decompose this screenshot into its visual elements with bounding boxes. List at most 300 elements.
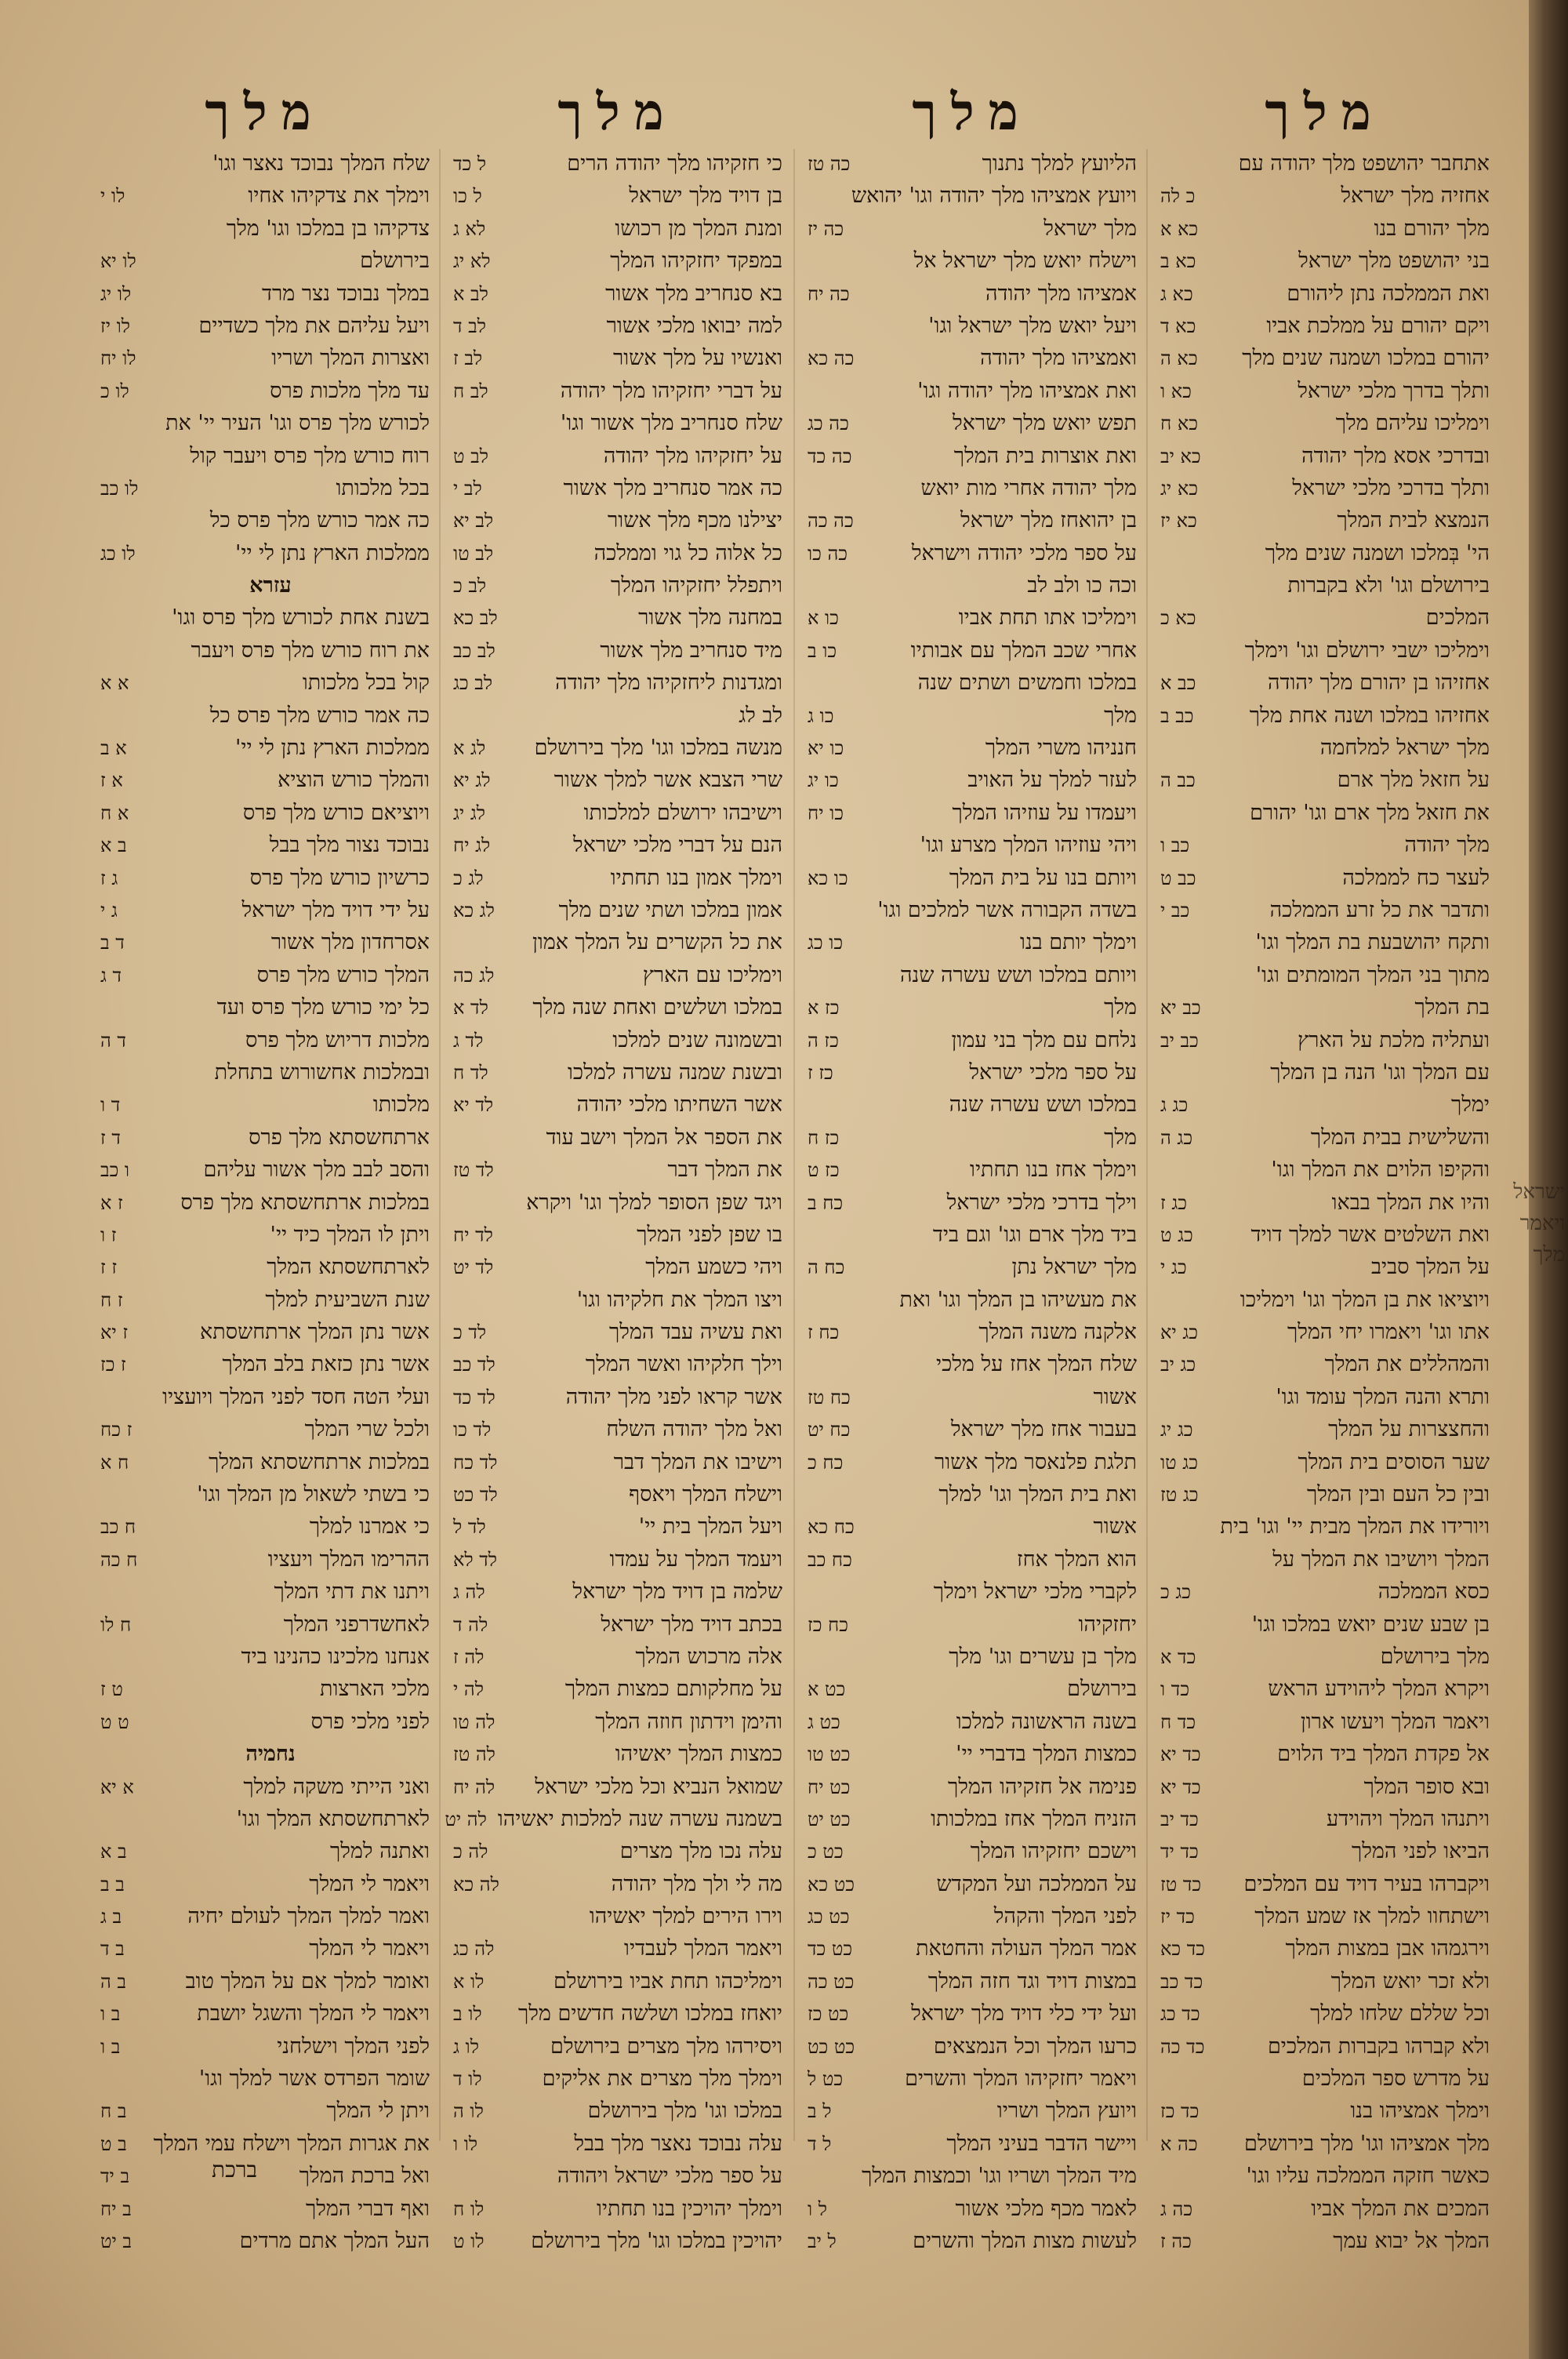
- concordance-entry: [100, 700, 430, 732]
- entry-text: עלה נבוכד נאצר מלך בבל: [574, 2131, 782, 2156]
- verse-reference: לה ג: [453, 1581, 485, 1604]
- entry-text: על דברי יחזקיהו מלך יהודה: [560, 378, 782, 403]
- verse-reference: כא ח: [1160, 413, 1198, 435]
- verse-reference: כא ו: [1160, 380, 1192, 402]
- verse-reference: ד ב: [100, 932, 125, 954]
- verse-reference: ל כו: [453, 185, 482, 208]
- concordance-entry: [445, 1803, 782, 1835]
- entry-text: בא סנחריב מלך אשור: [605, 281, 782, 306]
- entry-text: יהויכין במלכו וגו' מלך בירושלם: [531, 2229, 782, 2253]
- concordance-entry: [100, 245, 430, 277]
- entry-text: ויסירהו מלך מצרים בירושלם: [550, 2034, 782, 2059]
- verse-reference: כו יג: [808, 769, 839, 792]
- concordance-entry: [1160, 1121, 1490, 1154]
- entry-text: ויצו המלך את חלקיהו וגו': [576, 1287, 782, 1312]
- concordance-entry: [1160, 569, 1490, 602]
- concordance-entry: [808, 1024, 1137, 1056]
- concordance-entry: [808, 537, 1137, 569]
- concordance-entry: [1160, 1965, 1490, 1997]
- verse-reference: לג כה: [453, 964, 495, 987]
- concordance-entry: [100, 634, 430, 667]
- verse-reference: א ז: [100, 769, 123, 792]
- concordance-column-3: [445, 78, 782, 2253]
- entry-text: לב לג: [739, 703, 782, 728]
- verse-reference: לג יא: [453, 769, 491, 792]
- concordance-entry: [453, 667, 782, 699]
- verse-reference: כג טז: [1160, 1484, 1199, 1507]
- concordance-entry: [808, 991, 1137, 1023]
- entry-text: שרי הצבא אשר למלך אשור: [554, 768, 782, 793]
- concordance-entry: [1160, 700, 1490, 732]
- verse-reference: כב ו: [1160, 834, 1190, 857]
- concordance-entry: [100, 180, 430, 212]
- verse-reference: לו יג: [100, 282, 132, 305]
- entry-text: וימליכהו תחת אביו בירושלם: [553, 1968, 782, 1994]
- verse-reference: כט ג: [808, 1710, 840, 1733]
- entry-text: ולא זכר יואש המלך: [1330, 1968, 1490, 1994]
- concordance-entry: [1160, 797, 1490, 829]
- concordance-entry: [100, 2063, 430, 2095]
- verse-reference: כג טו: [1160, 1451, 1198, 1474]
- entry-text: וישיבו את המלך דבר: [613, 1449, 782, 1474]
- concordance-entry: [808, 894, 1137, 926]
- verse-reference: לד ל: [453, 1516, 486, 1539]
- concordance-entry: [808, 1608, 1137, 1641]
- entry-text: בשנה הראשונה למלכו: [956, 1709, 1137, 1734]
- entry-text: על המלך סביב: [1371, 1255, 1490, 1280]
- verse-reference: ד ג: [100, 964, 122, 987]
- concordance-entry: [100, 1121, 430, 1154]
- entry-text: מלכותו: [372, 1092, 430, 1118]
- concordance-entry: [453, 1219, 782, 1251]
- concordance-entry: [808, 1965, 1137, 1997]
- verse-reference: כט כג: [808, 1906, 850, 1928]
- concordance-entry: [453, 1900, 782, 1932]
- concordance-entry: [1160, 862, 1490, 894]
- verse-reference: לו י: [100, 185, 125, 208]
- verse-reference: לד לא: [453, 1548, 498, 1571]
- entry-text: מלך בן עשרים וגו' מלך: [949, 1644, 1137, 1669]
- entry-text: במלכו ושלשים ואחת שנה מלך: [532, 995, 782, 1020]
- verse-reference: לא יג: [453, 250, 491, 273]
- concordance-entry: [1160, 634, 1490, 667]
- verse-reference: ח כה: [100, 1548, 138, 1571]
- verse-reference: לה יט: [445, 1808, 487, 1830]
- entry-text: נחמיה: [245, 1742, 296, 1767]
- entry-text: ויגד שפן הסופר למלך וגו' ויקרא: [526, 1190, 782, 1215]
- verse-reference: לב כג: [453, 672, 493, 695]
- concordance-entry: [453, 310, 782, 342]
- verse-reference: כב א: [1160, 672, 1196, 695]
- concordance-entry: [453, 569, 782, 602]
- verse-reference: כט כט: [808, 2035, 855, 2058]
- entry-text: אל פקדת המלך ביד הלוים: [1277, 1742, 1490, 1767]
- entry-text: בעבור אחז מלך ישראל: [950, 1417, 1137, 1442]
- verse-reference: לה יח: [453, 1776, 495, 1798]
- verse-reference: כב ב: [1160, 704, 1194, 727]
- entry-text: ואת אוצרות בית המלך: [953, 443, 1137, 468]
- entry-text: הי' בְּמלכו ושמנה שנים מלך: [1265, 540, 1490, 565]
- column-header: מלך: [205, 83, 325, 142]
- concordance-entry: [1160, 1576, 1490, 1608]
- verse-reference: כד יא: [1160, 1776, 1201, 1798]
- entry-text: מלך: [1104, 1125, 1137, 1150]
- concordance-entry: [100, 2225, 430, 2257]
- entry-text: כי בשתי לשאול מן המלך וגו': [197, 1482, 430, 1507]
- concordance-entry: [1160, 1187, 1490, 1219]
- verse-reference: א ח: [100, 801, 129, 824]
- concordance-entry: [453, 764, 782, 796]
- concordance-entry: [453, 213, 782, 245]
- entry-text: לכורש מלך פרס וגו' העיר יי' את: [165, 411, 430, 436]
- entry-text: שלח סנחריב מלך אשור וגו': [560, 411, 782, 436]
- entry-list: [445, 147, 782, 2253]
- column-divider: [793, 149, 795, 2141]
- concordance-entry: [808, 1187, 1137, 1219]
- entry-text: יהורם במלכו ושמנה שנים מלך: [1242, 346, 1490, 371]
- verse-reference: כח כ: [808, 1451, 844, 1474]
- concordance-entry: [808, 245, 1137, 277]
- entry-text: את הספר אל המלך וישב עוד: [546, 1125, 782, 1150]
- concordance-entry: [808, 2128, 1137, 2160]
- concordance-entry: [808, 1835, 1137, 1867]
- column-divider: [1146, 149, 1148, 2141]
- entry-list: [1160, 147, 1490, 2253]
- entry-text: במלכו ושש עשרה שנה: [949, 1092, 1137, 1118]
- entry-text: ויוציאו את בן המלך וגו' וימליכו: [1240, 1287, 1490, 1312]
- entry-text: מלך יהודה: [1404, 833, 1490, 858]
- concordance-entry: [453, 1478, 782, 1510]
- entry-text: יצילנו מכף מלך אשור: [608, 508, 782, 533]
- verse-reference: ב ב: [100, 1873, 125, 1896]
- entry-text: ואל ברכת המלך: [299, 2164, 430, 2189]
- verse-reference: כט יט: [808, 1808, 851, 1830]
- concordance-entry: [453, 1706, 782, 1738]
- verse-reference: לה ז: [453, 1645, 485, 1668]
- entry-text: ממלכות הארץ נתן לי יי': [234, 736, 430, 761]
- concordance-entry: [808, 959, 1137, 991]
- entry-text: מלך ישראל נתן: [1011, 1255, 1137, 1280]
- concordance-entry: [808, 1673, 1137, 1705]
- verse-reference: לו ט: [453, 2230, 485, 2252]
- entry-text: ותקח יהושבעת בת המלך וגו': [1255, 930, 1490, 955]
- concordance-entry: [1160, 732, 1490, 764]
- entry-text: הזניח המלך אחז במלכותו: [931, 1806, 1137, 1831]
- entry-text: ויעל יואש מלך ישראל וגו': [928, 313, 1137, 338]
- concordance-entry: [1160, 2193, 1490, 2225]
- concordance-entry: [1160, 278, 1490, 310]
- verse-reference: ט ז: [100, 1678, 123, 1701]
- concordance-entry: [1160, 1446, 1490, 1478]
- concordance-entry: [100, 2128, 430, 2160]
- verse-reference: לו כג: [100, 542, 136, 565]
- concordance-entry: [1160, 1056, 1490, 1089]
- verse-reference: לד יט: [453, 1256, 494, 1279]
- verse-reference: לו יח: [100, 347, 136, 370]
- entry-text: המלך אל יבוא עמך: [1333, 2229, 1490, 2253]
- concordance-entry: [100, 2193, 430, 2225]
- verse-reference: כד כז: [1160, 2100, 1200, 2123]
- entry-text: ואני הייתי משקה למלך: [243, 1774, 430, 1799]
- entry-text: ומגדנות ליחזקיהו מלך יהודה: [555, 671, 782, 696]
- verse-reference: ד ז: [100, 1126, 121, 1149]
- verse-reference: ח כב: [100, 1516, 136, 1539]
- entry-text: ובדרכי אסא מלך יהודה: [1301, 443, 1490, 468]
- entry-text: בני יהושפט מלך ישראל: [1298, 249, 1490, 274]
- entry-text: בירושלם: [360, 249, 430, 274]
- concordance-entry: [1160, 1641, 1490, 1673]
- entry-text: ביד מלך ארם וגו' וגם ביד: [932, 1222, 1137, 1247]
- verse-reference: כה ג: [1160, 2197, 1193, 2220]
- entry-text: המלך כורש מלך פרס: [256, 962, 430, 987]
- verse-reference: לד כ: [453, 1321, 487, 1344]
- entry-text: וישתחוו למלך אז שמע המלך: [1254, 1904, 1490, 1929]
- concordance-entry: [453, 1868, 782, 1900]
- verse-reference: כח ב: [808, 1191, 844, 1214]
- entry-text: ארתחשסתא מלך פרס: [249, 1125, 430, 1150]
- concordance-entry: [100, 1510, 430, 1543]
- entry-text: ויישר הדבר בעיני המלך: [946, 2131, 1137, 2156]
- entry-text: אשר נתן המלך ארתחשסתא: [200, 1320, 430, 1345]
- concordance-entry: [808, 1510, 1137, 1543]
- verse-reference: לד כח: [453, 1451, 498, 1474]
- verse-reference: כה כד: [808, 445, 852, 467]
- concordance-entry: [100, 1478, 430, 1510]
- concordance-entry: [453, 2063, 782, 2095]
- verse-reference: לב כב: [453, 639, 495, 662]
- verse-reference: לד יח: [453, 1223, 493, 1246]
- concordance-entry: [1160, 1478, 1490, 1510]
- entry-text: כסא הממלכה: [1377, 1579, 1490, 1605]
- verse-reference: לב א: [453, 282, 488, 305]
- entry-text: לקברי מלכי ישראל וימלך: [933, 1579, 1137, 1605]
- verse-reference: ל ד: [808, 2132, 832, 2155]
- verse-reference: ב ט: [100, 2132, 127, 2155]
- verse-reference: כד כב: [1160, 1970, 1203, 1993]
- entry-text: הנם על דברי מלכי ישראל: [573, 833, 782, 858]
- verse-reference: לו ה: [453, 2100, 484, 2123]
- entry-text: במלכו וגו' מלך בירושלם: [587, 2099, 782, 2124]
- verse-reference: ז כז: [100, 1354, 126, 1376]
- verse-reference: ז יא: [100, 1321, 129, 1344]
- entry-text: את כל הקשרים על המלך אמון: [532, 930, 782, 955]
- concordance-entry: [453, 407, 782, 439]
- concordance-entry: [808, 1089, 1137, 1121]
- verse-reference: כד יב: [1160, 1808, 1199, 1830]
- concordance-entry: [808, 1771, 1137, 1803]
- entry-text: ויעמד המלך על עמדו: [609, 1547, 782, 1572]
- verse-reference: כא ד: [1160, 314, 1196, 337]
- concordance-entry: [808, 1478, 1137, 1510]
- verse-reference: לו כ: [100, 380, 129, 402]
- concordance-entry: [453, 180, 782, 212]
- entry-text: אתו וגו' ויאמרו יחי המלך: [1287, 1320, 1490, 1345]
- entry-text: ועלי הטה חסד לפני המלך ויועציו: [162, 1384, 430, 1409]
- entry-text: וימליכו עליהם מלך: [1335, 411, 1490, 436]
- concordance-entry: [453, 1997, 782, 2030]
- verse-reference: כו יא: [808, 737, 844, 760]
- verse-reference: כו ב: [808, 639, 837, 662]
- verse-reference: ט ט: [100, 1710, 129, 1733]
- concordance-entry: [100, 1089, 430, 1121]
- entry-text: אחרי שכב המלך עם אבותיו: [910, 638, 1137, 663]
- column-divider: [439, 149, 441, 2141]
- concordance-entry: [100, 1251, 430, 1283]
- concordance-entry: [453, 1316, 782, 1348]
- concordance-entry: [100, 894, 430, 926]
- verse-reference: ב יט: [100, 2230, 132, 2252]
- concordance-entry: [1160, 1900, 1490, 1932]
- entry-text: ואת השלטים אשר למלך דויד: [1250, 1222, 1490, 1247]
- entry-text: בן יהואחז מלך ישראל: [960, 508, 1137, 533]
- verse-reference: כב י: [1160, 899, 1190, 921]
- verse-reference: ל יב: [808, 2230, 837, 2252]
- concordance-entry: [808, 440, 1137, 472]
- verse-reference: כח ה: [808, 1256, 845, 1279]
- entry-list: [808, 147, 1137, 2253]
- concordance-entry: [808, 1284, 1137, 1316]
- verse-reference: כא יג: [1160, 477, 1198, 500]
- verse-reference: לד א: [453, 997, 488, 1020]
- concordance-entry: [1160, 1381, 1490, 1413]
- verse-reference: כח כב: [808, 1548, 852, 1571]
- entry-text: ובשנת שמנה עשרה למלכו: [567, 1060, 782, 1085]
- concordance-entry: [453, 1154, 782, 1186]
- verse-reference: לו ו: [453, 2132, 478, 2155]
- concordance-entry: [1160, 2095, 1490, 2127]
- entry-text: ויאמר המלך ויעשו ארון: [1300, 1709, 1490, 1734]
- entry-text: על ספר מלכי ישראל ויהודה: [557, 2164, 782, 2189]
- verse-reference: כב יב: [1160, 1029, 1199, 1052]
- verse-reference: לו ד: [453, 2068, 482, 2091]
- entry-text: המלכים: [1425, 605, 1490, 631]
- concordance-entry: [100, 829, 430, 861]
- entry-text: ואל מלך יהודה השלח: [606, 1417, 782, 1442]
- verse-reference: ז ז: [100, 1256, 118, 1279]
- concordance-entry: [453, 147, 782, 180]
- entry-text: במצות דויד וגד חזה המלך: [927, 1968, 1137, 1994]
- concordance-entry: [808, 700, 1137, 732]
- entry-text: במלך נבוכד נצר מרד: [262, 281, 430, 306]
- entry-text: והשלישית בבית המלך: [1310, 1125, 1490, 1150]
- concordance-entry: [808, 1803, 1137, 1835]
- verse-reference: לו יז: [100, 314, 130, 337]
- concordance-entry: [100, 1187, 430, 1219]
- entry-text: לעצר כח לממלכה: [1342, 865, 1490, 890]
- entry-text: לארתחשסתא המלך וגו': [236, 1806, 430, 1831]
- verse-reference: כה כא: [808, 347, 855, 370]
- concordance-entry: [1160, 2225, 1490, 2257]
- entry-text: את המלך דבר: [667, 1158, 782, 1183]
- verse-reference: כה ז: [1160, 2230, 1192, 2252]
- concordance-entry: [1160, 991, 1490, 1023]
- entry-text: ובא סופר המלך: [1363, 1774, 1490, 1799]
- verse-reference: לב ח: [453, 380, 488, 402]
- entry-text: והמהללים את המלך: [1324, 1352, 1490, 1377]
- entry-text: והסב לבב מלך אשור עליהם: [203, 1158, 430, 1183]
- entry-text: שער הסוסים בית המלך: [1298, 1449, 1490, 1474]
- concordance-entry: [808, 278, 1137, 310]
- concordance-entry: [453, 634, 782, 667]
- verse-reference: כז א: [808, 997, 840, 1020]
- entry-text: אשר נתן כזאת בלב המלך: [222, 1352, 430, 1377]
- entry-text: העל המלך אתם מרדים: [239, 2229, 430, 2253]
- concordance-entry: [100, 375, 430, 407]
- entry-text: והמלך כורש הוציא: [278, 768, 430, 793]
- entry-text: ועתליה מלכת על הארץ: [1298, 1027, 1490, 1052]
- verse-reference: לג יח: [453, 834, 491, 857]
- concordance-entry: [808, 797, 1137, 829]
- entry-text: והקיפו הלוים את המלך וגו': [1271, 1158, 1490, 1183]
- concordance-entry: [453, 1121, 782, 1154]
- verse-reference: כח יט: [808, 1419, 851, 1441]
- entry-text: וימלך את צדקיהו אחיו: [248, 184, 430, 209]
- concordance-entry: [808, 407, 1137, 439]
- verse-reference: כה כה: [808, 510, 854, 533]
- concordance-entry: [100, 504, 430, 536]
- concordance-entry: [808, 569, 1137, 602]
- entry-text: ויתפלל יחזקיהו המלך: [610, 573, 782, 598]
- verse-reference: לד כב: [453, 1354, 495, 1376]
- verse-reference: לה י: [453, 1678, 484, 1701]
- concordance-entry: [100, 862, 430, 894]
- entry-text: ממלכות הארץ נתן לי יי': [234, 540, 430, 565]
- verse-reference: כה א: [1160, 2132, 1198, 2155]
- entry-text: אחזיהו במלכו ושנה אחת מלך: [1249, 703, 1490, 728]
- entry-text: כאשר חזקה הממלכה עליו וגו': [1246, 2164, 1490, 2189]
- entry-text: כרעו המלך וכל הנמצאים: [933, 2034, 1137, 2059]
- concordance-entry: [453, 1446, 782, 1478]
- entry-text: את חזאל מלך ארם וגו' יהורם: [1250, 800, 1490, 825]
- entry-text: ויותם בנו על בית המלך: [949, 865, 1137, 890]
- concordance-entry: [1160, 537, 1490, 569]
- concordance-entry: [1160, 1154, 1490, 1186]
- concordance-entry: [808, 1641, 1137, 1673]
- entry-text: על ספר מלכי יהודה וישראל: [911, 540, 1137, 565]
- concordance-entry: [1160, 959, 1490, 991]
- verse-reference: ל כד: [453, 153, 487, 175]
- concordance-entry: [453, 472, 782, 504]
- concordance-entry: [808, 1932, 1137, 1965]
- entry-text: ואמר למלך המלך לעולם יחיה: [187, 1904, 430, 1929]
- concordance-entry: [808, 829, 1137, 861]
- concordance-entry: [1160, 310, 1490, 342]
- concordance-entry: [453, 1089, 782, 1121]
- entry-text: וישיבהו ירושלם למלכותו: [583, 800, 782, 825]
- entry-text: כל ימי כורש מלך פרס ועד: [216, 995, 430, 1020]
- entry-text: ימלך: [1451, 1092, 1490, 1118]
- verse-reference: לד ג: [453, 1029, 484, 1052]
- entry-text: נלחם עם מלך בני עמון: [951, 1027, 1137, 1052]
- concordance-entry: [100, 1997, 430, 2030]
- verse-reference: ב ה: [100, 1970, 126, 1993]
- concordance-entry: [453, 991, 782, 1023]
- concordance-entry: [1160, 1089, 1490, 1121]
- entry-text: מיד המלך ושריו וגו' וכמצות המלך: [862, 2164, 1137, 2189]
- concordance-entry: [453, 2030, 782, 2063]
- entry-text: הנמצא לבית המלך: [1337, 508, 1490, 533]
- entry-text: כל אלוה כל גוי וממלכה: [593, 540, 782, 565]
- concordance-entry: [453, 278, 782, 310]
- concordance-entry: [808, 472, 1137, 504]
- entry-text: ותלך בדרכי מלכי ישראל: [1292, 475, 1490, 500]
- entry-text: במפקד יחזקיהו המלך: [610, 249, 782, 274]
- entry-text: בשדה הקבורה אשר למלכים וגו': [877, 897, 1137, 922]
- entry-text: וילך חלקיהו ואשר המלך: [585, 1352, 782, 1377]
- entry-text: כרשיון כורש מלך פרס: [249, 865, 430, 890]
- entry-text: בן דויד מלך ישראל: [629, 184, 782, 209]
- concordance-entry: [453, 2160, 782, 2192]
